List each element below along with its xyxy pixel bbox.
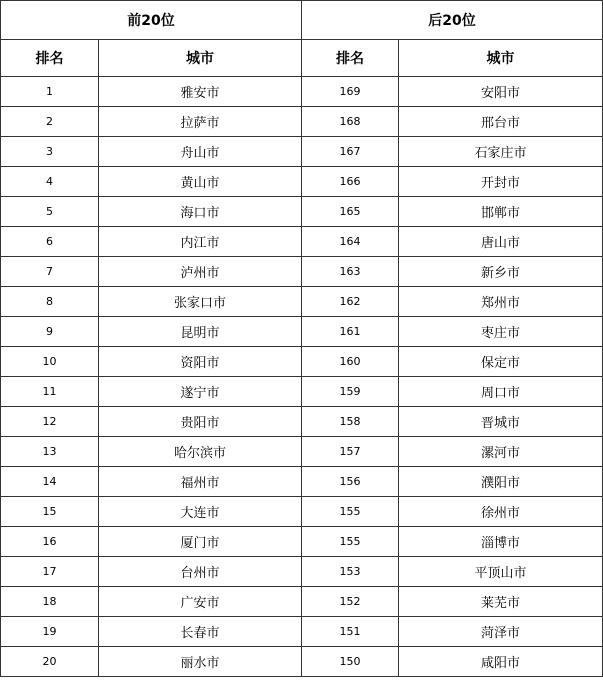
rank-top: 4 — [1, 167, 99, 197]
city-top: 雅安市 — [99, 77, 302, 107]
city-bottom: 开封市 — [399, 167, 603, 197]
rank-top: 2 — [1, 107, 99, 137]
city-bottom: 濮阳市 — [399, 467, 603, 497]
city-bottom: 晋城市 — [399, 407, 603, 437]
rank-header-right: 排名 — [302, 40, 399, 77]
rank-top: 9 — [1, 317, 99, 347]
table-row — [1, 107, 603, 137]
city-top: 贵阳市 — [99, 407, 302, 437]
rank-top: 6 — [1, 227, 99, 257]
city-top: 福州市 — [99, 467, 302, 497]
table-row — [1, 137, 603, 167]
rank-top: 12 — [1, 407, 99, 437]
rank-top: 18 — [1, 587, 99, 617]
rank-bottom: 152 — [302, 587, 399, 617]
table-row — [1, 227, 603, 257]
city-top: 丽水市 — [99, 647, 302, 677]
table-row — [1, 587, 603, 617]
city-bottom: 新乡市 — [399, 257, 603, 287]
table-row — [1, 257, 603, 287]
city-bottom: 枣庄市 — [399, 317, 603, 347]
table-row — [1, 437, 603, 467]
city-bottom: 漯河市 — [399, 437, 603, 467]
city-top: 昆明市 — [99, 317, 302, 347]
table-row — [1, 317, 603, 347]
city-bottom: 淄博市 — [399, 527, 603, 557]
table-row — [1, 77, 603, 107]
city-header-right: 城市 — [399, 40, 603, 77]
city-top: 拉萨市 — [99, 107, 302, 137]
rank-bottom: 151 — [302, 617, 399, 647]
table-row — [1, 197, 603, 227]
table-row — [1, 467, 603, 497]
city-top: 内江市 — [99, 227, 302, 257]
rank-bottom: 162 — [302, 287, 399, 317]
rank-bottom: 155 — [302, 527, 399, 557]
table-row — [1, 407, 603, 437]
table-row — [1, 647, 603, 677]
city-bottom: 莱芜市 — [399, 587, 603, 617]
rank-top: 14 — [1, 467, 99, 497]
rank-bottom: 169 — [302, 77, 399, 107]
rank-bottom: 161 — [302, 317, 399, 347]
rank-top: 17 — [1, 557, 99, 587]
rank-top: 3 — [1, 137, 99, 167]
rank-bottom: 164 — [302, 227, 399, 257]
city-top: 遂宁市 — [99, 377, 302, 407]
rank-bottom: 159 — [302, 377, 399, 407]
city-top: 厦门市 — [99, 527, 302, 557]
table-row — [1, 497, 603, 527]
rank-top: 20 — [1, 647, 99, 677]
city-bottom: 郑州市 — [399, 287, 603, 317]
table-body — [1, 77, 603, 677]
rank-top: 19 — [1, 617, 99, 647]
rank-top: 5 — [1, 197, 99, 227]
rank-bottom: 155 — [302, 497, 399, 527]
city-bottom: 安阳市 — [399, 77, 603, 107]
rank-bottom: 160 — [302, 347, 399, 377]
group-header-row — [1, 1, 603, 40]
column-header-row — [1, 40, 603, 77]
city-bottom: 石家庄市 — [399, 137, 603, 167]
rank-bottom: 157 — [302, 437, 399, 467]
city-top: 张家口市 — [99, 287, 302, 317]
table-row — [1, 557, 603, 587]
city-bottom: 周口市 — [399, 377, 603, 407]
city-top: 泸州市 — [99, 257, 302, 287]
rank-top: 13 — [1, 437, 99, 467]
city-bottom: 咸阳市 — [399, 647, 603, 677]
rank-bottom: 167 — [302, 137, 399, 167]
rank-bottom: 166 — [302, 167, 399, 197]
table-row — [1, 527, 603, 557]
rank-top: 1 — [1, 77, 99, 107]
table-row — [1, 347, 603, 377]
table-row — [1, 167, 603, 197]
rank-bottom: 168 — [302, 107, 399, 137]
city-top: 长春市 — [99, 617, 302, 647]
rank-top: 16 — [1, 527, 99, 557]
rank-bottom: 153 — [302, 557, 399, 587]
bottom-20-header: 后20位 — [302, 1, 603, 40]
city-top: 广安市 — [99, 587, 302, 617]
city-top: 大连市 — [99, 497, 302, 527]
city-bottom: 邢台市 — [399, 107, 603, 137]
rank-top: 10 — [1, 347, 99, 377]
table-row — [1, 287, 603, 317]
rank-bottom: 150 — [302, 647, 399, 677]
table-row — [1, 377, 603, 407]
city-top: 黄山市 — [99, 167, 302, 197]
rank-header-left: 排名 — [1, 40, 99, 77]
rank-top: 8 — [1, 287, 99, 317]
rank-top: 11 — [1, 377, 99, 407]
city-top: 海口市 — [99, 197, 302, 227]
rank-bottom: 156 — [302, 467, 399, 497]
rank-top: 15 — [1, 497, 99, 527]
city-bottom: 平顶山市 — [399, 557, 603, 587]
city-top: 资阳市 — [99, 347, 302, 377]
rank-bottom: 158 — [302, 407, 399, 437]
city-header-left: 城市 — [99, 40, 302, 77]
city-top: 台州市 — [99, 557, 302, 587]
rank-bottom: 163 — [302, 257, 399, 287]
rank-bottom: 165 — [302, 197, 399, 227]
city-top: 哈尔滨市 — [99, 437, 302, 467]
rank-top: 7 — [1, 257, 99, 287]
table-row — [1, 617, 603, 647]
city-bottom: 邯郸市 — [399, 197, 603, 227]
city-bottom: 唐山市 — [399, 227, 603, 257]
city-bottom: 徐州市 — [399, 497, 603, 527]
city-top: 舟山市 — [99, 137, 302, 167]
top-20-header: 前20位 — [1, 1, 302, 40]
city-bottom: 保定市 — [399, 347, 603, 377]
city-bottom: 菏泽市 — [399, 617, 603, 647]
